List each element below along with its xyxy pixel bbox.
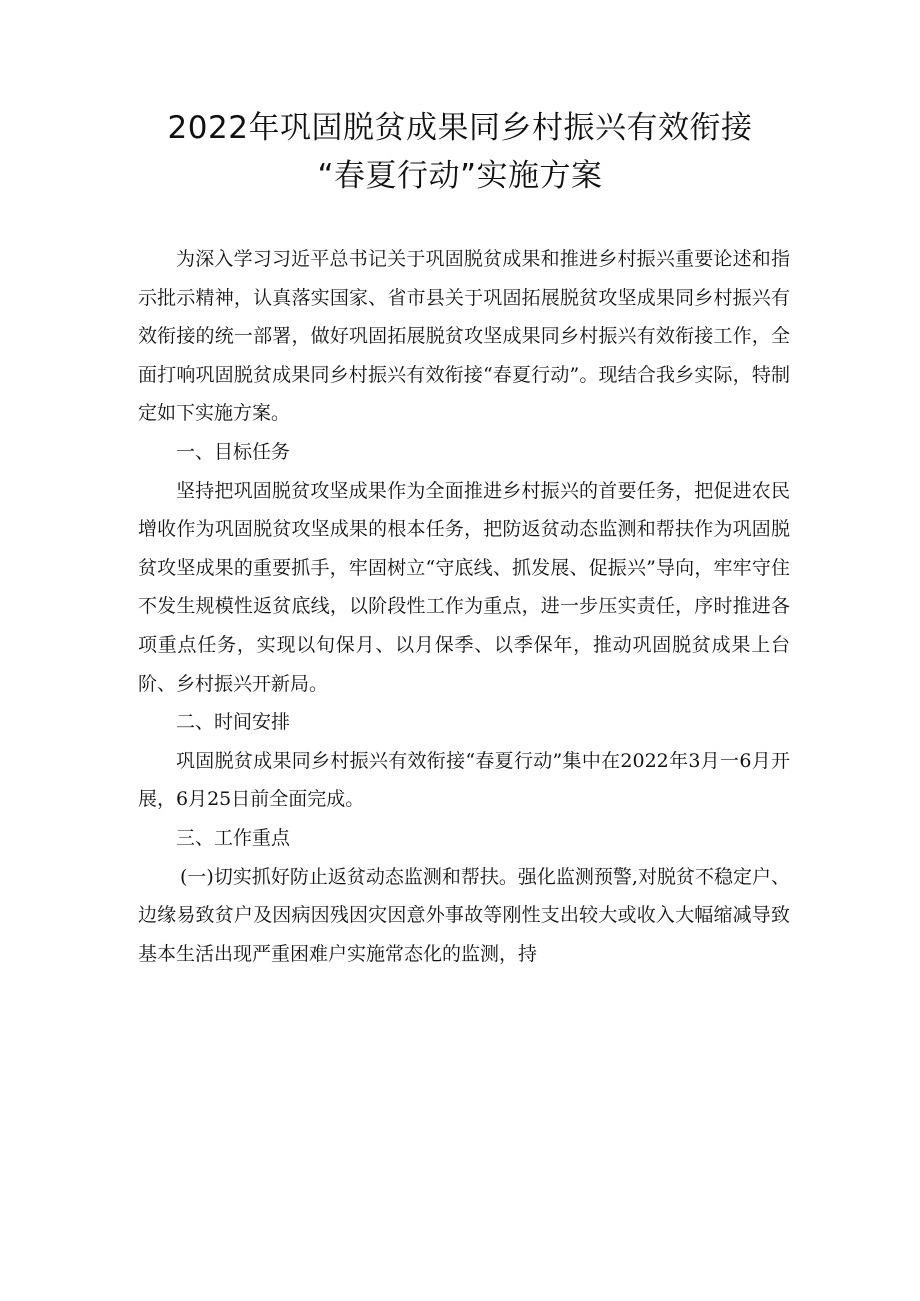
document-title-line-1: 2022年巩固脱贫成果同乡村振兴有效衔接 xyxy=(167,110,753,146)
document-title-line-2: “春夏行动”实施方案 xyxy=(317,158,603,194)
document-body xyxy=(138,240,790,973)
key-work-paragraph-1: (一)切实抓好防止返贫动态监测和帮扶。强化监测预警,对脱贫不稳定户、边缘易致贫户及因病因残因灾因意外事故等刚性支出较大或收入大幅缩减导致基本生活出现严重困难户实施常态化的监测，持 xyxy=(138,865,790,965)
section-heading-goals: 一、目标任务 xyxy=(176,440,291,463)
goals-paragraph: 坚持把巩固脱贫攻坚成果作为全面推进乡村振兴的首要任务，把促进农民增收作为巩固脱贫攻坚成果的根本任务，把防返贫动态监测和帮扶作为巩固脱贫攻坚成果的重要抓手，牢固树立“守底线、抓发展、促振兴”导向，牢牢守住不发生规模性返贫底线，以阶段性工作为重点，进一步压实责任，序时推进各项重点任务，实现以旬保月、以月保季、以季保年，推动巩固脱贫成果上台阶、乡村振兴开新局。 xyxy=(138,479,790,695)
section-heading-schedule: 二、时间安排 xyxy=(176,711,291,734)
section-heading-key-work: 三、工作重点 xyxy=(176,826,291,849)
schedule-paragraph: 巩固脱贫成果同乡村振兴有效衔接“春夏行动”集中在2022年3月一6月开展，6月25日前全面完成。 xyxy=(138,749,790,811)
intro-paragraph: 为深入学习习近平总书记关于巩固脱贫成果和推进乡村振兴重要论述和指示批示精神，认真落实国家、省市县关于巩固拓展脱贫攻坚成果同乡村振兴有效衔接的统一部署，做好巩固拓展脱贫攻坚成果同乡村振兴有效衔接工作，全面打响巩固脱贫成果同乡村振兴有效衔接“春夏行动”。现结合我乡实际，特制定如下实施方案。 xyxy=(138,248,790,425)
